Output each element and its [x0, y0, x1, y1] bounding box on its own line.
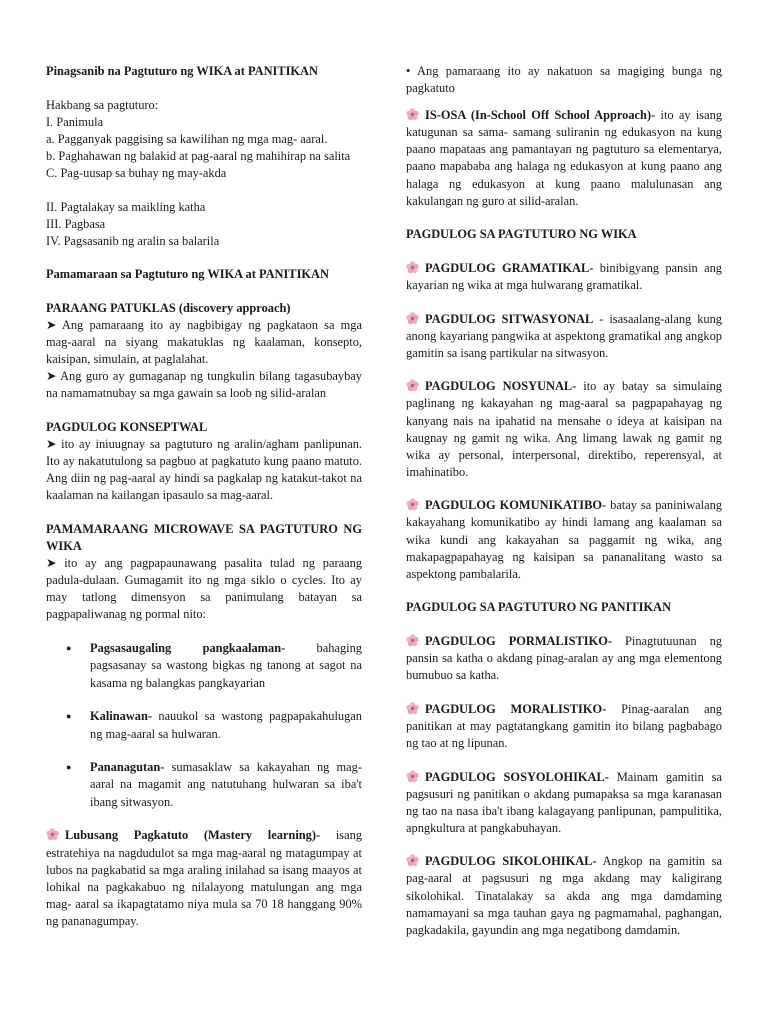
steps-section [46, 97, 362, 182]
microwave-section [46, 521, 362, 624]
komunikatibo-term: PAGDULOG KOMUNIKATIBO- [425, 498, 607, 513]
sosyolohikal-term: PAGDULOG SOSYOLOHIKAL- [425, 769, 609, 784]
pormalistiko-text: Pinagtutuunan ng pansin sa katha o akdang pinag-aralan ay ang mga elementong bumubuo sa katha. [406, 633, 722, 683]
steps-section-2 [46, 199, 362, 250]
bullet-text: bahaging pagsasanay sa wastong bigkas ng tanong at sagot na kasama ng balangkas pangkayarian [90, 641, 362, 690]
sikolohikal-section [406, 853, 722, 938]
nosyunal-term: PAGDULOG NOSYUNAL- [425, 379, 577, 394]
step-item: b. Paghahawan ng balakid at pag-aaral ng mahihirap na salita [46, 148, 351, 163]
pink-flower-icon [406, 702, 419, 715]
gramatikal-section [406, 260, 722, 294]
pink-flower-icon [406, 312, 419, 325]
list-item [46, 708, 362, 742]
gramatikal-term: PAGDULOG GRAMATIKAL- [425, 260, 594, 275]
step-item: IV. Pagsasanib ng aralin sa balarila [46, 233, 220, 248]
sitwasyonal-term: PAGDULOG SITWASYONAL [425, 311, 594, 326]
step-item: II. Pagtalakay sa maikling katha [46, 199, 206, 214]
komunikatibo-text: batay sa paniniwalang kakayahang komunikatibo ay hindi lamang ang kaalaman sa wika kundi ang kakayahan sa paggamit ng wika, ang makapagpapahayag ng kaisipan sa pananalitang wasto sa aspektong pambalarila. [406, 498, 722, 581]
konseptwal-section [46, 419, 362, 504]
isosa-section [406, 107, 722, 210]
patuklas-section [46, 300, 362, 403]
mastery-text: isang estratehiya na nagdudulot sa mga mag-aaral ng matagumpay at lubos na pagkabatid sa mga araling inilahad sa isang maayos at lohikal na pagkakabuo ng nilalayong matulungan ang mga mag- aaral sa ikapagtatamo niya mula sa 70 18 hanggang 90% ng pananagumpay. [46, 828, 362, 928]
mastery-section [46, 827, 362, 930]
patuklas-point-2: ➤ Ang guro ay gumaganap ng tungkulin bilang tagasubaybay na namamatnubay sa mga gawain sa loob ng silid-aralan [46, 369, 362, 401]
microwave-dimensions-list [46, 640, 362, 810]
outcome-bullet: • Ang pamaraang ito ay nakatuon sa magiging bunga ng pagkatuto [406, 64, 722, 96]
gramatikal-text: binibigyang pansin ang kayarian ng wika at mga hulwarang gramatikal. [406, 260, 722, 292]
pink-flower-icon [406, 261, 419, 274]
pink-flower-icon [406, 770, 419, 783]
konseptwal-heading: PAGDULOG KONSEPTWAL [46, 420, 208, 434]
sosyolohikal-text: Mainam gamitin sa pagsusuri ng panitikan o akdang pumapaksa sa mga karanasan ng tao na nasa iba't ibang kalagayang panlipunan, pampulitika, apngkultura at pangkabuhayan. [406, 769, 722, 835]
pamamaraan-heading: Pamamaraan sa Pagtuturo ng WIKA at PANITIKAN [46, 267, 329, 282]
pink-flower-icon [406, 108, 419, 121]
isosa-term: IS-OSA (In-School Off School Approach)- [425, 108, 656, 123]
sosyolohikal-section [406, 769, 722, 837]
pink-flower-icon [406, 498, 419, 511]
bullet-term: Pananagutan- [90, 760, 165, 775]
patuklas-point-1: ➤ Ang pamaraang ito ay nagbibigay ng pagkataon sa mga mag-aaral na siyang makatuklas ng kaalaman, konsepto, kaisipan, simulain, at paglalahat. [46, 318, 362, 367]
right-column [406, 63, 722, 939]
patuklas-heading: PARAANG PATUKLAS (discovery approach) [46, 300, 291, 315]
list-item [46, 759, 362, 810]
sikolohikal-term: PAGDULOG SIKOLOHIKAL- [425, 854, 597, 869]
nosyunal-text: ito ay batay sa simulaing paglinang ng kakayahan ng mag-aaral sa pagpapahayag ng kanyang nais na ipahatid na mensahe o ideya at kaisipan na kaugnay ng gamit ng wika. Ang limang lawak ng gamit ng wika ay personal, interpersonal, direktibo, reperensyal, at imahinatibo. [406, 379, 722, 479]
pink-flower-icon [406, 379, 419, 392]
konseptwal-body: ➤ ito ay iniuugnay sa pagtuturo ng aralin/agham panlipunan. Ito ay nakatutulong sa pagbuo at pagkatuto kung paano matuto. Ang diin ng pag-aaral ay hindi sa pagkalap ng katakut-takot na kaalaman na kailangan ipasaulo sa mag-aaral. [46, 437, 362, 503]
steps-intro: Hakbang sa pagtuturo: [46, 97, 159, 112]
bullet-term: Pagsasaugaling pangkaalaman- [90, 641, 286, 656]
sitwasyonal-text: - isasaalang-alang kung anong kayariang pangwika at aspektong gramatikal ang angkop gamitin sa isang partikular na sitwasyon. [406, 311, 722, 360]
sikolohikal-text: Angkop na gamitin sa pag-aaral at pagsusuri ng mga akdang may kaligirang sikolohikal. Tinatalakay sa akda ang mga damdaming namamayani sa mga tauhan gaya ng pagmamahal, paghangan, pagkadakila, gayundin ang mga negatibong damdamin. [406, 854, 722, 937]
sitwasyonal-section [406, 311, 722, 362]
wika-heading: PAGDULOG SA PAGTUTURO NG WIKA [406, 227, 637, 242]
pink-flower-icon [406, 634, 419, 647]
pormalistiko-section [406, 633, 722, 684]
left-column [46, 63, 362, 930]
step-item: C. Pag-uusap sa buhay ng may-akda [46, 165, 227, 180]
step-item: III. Pagbasa [46, 216, 106, 231]
isosa-text: ito ay isang katugunan sa sama- samang suliranin ng edukasyon na kung paano mapataas ang pamantayan ng pagtuturo sa elementarya, paano mapababa ang halaga ng edukasyon at kung paano ang halaga ng edukasyon at kung paano malulunasan ang kakulangan ng guro at silid-aralan. [406, 108, 722, 208]
pink-flower-icon [46, 828, 59, 841]
moralistiko-section [406, 701, 722, 752]
bullet-text: sumasaklaw sa kakayahan ng mag-aaral na magamit ang natutuhang hulwaran sa iba't ibang sitwasyon. [90, 760, 362, 809]
list-item [46, 640, 362, 691]
bullet-term: Kalinawan- [90, 709, 152, 724]
document-title: Pinagsanib na Pagtuturo ng WIKA at PANITIKAN [46, 64, 318, 78]
panitikan-heading: PAGDULOG SA PAGTUTURO NG PANITIKAN [406, 600, 672, 615]
bullet-text: nauukol sa wastong pagpapakahulugan ng mag-aaral sa hulwaran. [90, 709, 362, 741]
step-item: I. Panimula [46, 114, 104, 129]
pink-flower-icon [406, 854, 419, 867]
mastery-term: Lubusang Pagkatuto (Mastery learning)- [65, 828, 321, 843]
pormalistiko-term: PAGDULOG PORMALISTIKO- [425, 633, 612, 648]
microwave-body: ➤ ito ay ang pagpapaunawang pasalita tulad ng paraang padula-dulaan. Gumagamit ito ng mga siklo o cycles. Ito ay may tatlong dimensyon sa panimulang batayan sa pagpapaliwanag ng pormal nito: [46, 556, 362, 622]
microwave-heading: PAMAMARAANG MICROWAVE SA PAGTUTURO NG WIKA [46, 521, 362, 554]
step-item: a. Pagganyak paggising sa kawilihan ng mga mag- aaral. [46, 131, 328, 146]
komunikatibo-section [406, 497, 722, 582]
moralistiko-term: PAGDULOG MORALISTIKO- [425, 701, 607, 716]
moralistiko-text: Pinag-aaralan ang panitikan at may pagtatangkang gamitin ito bilang pagbabago ng tao at ng lipunan. [406, 701, 722, 750]
nosyunal-section [406, 378, 722, 481]
